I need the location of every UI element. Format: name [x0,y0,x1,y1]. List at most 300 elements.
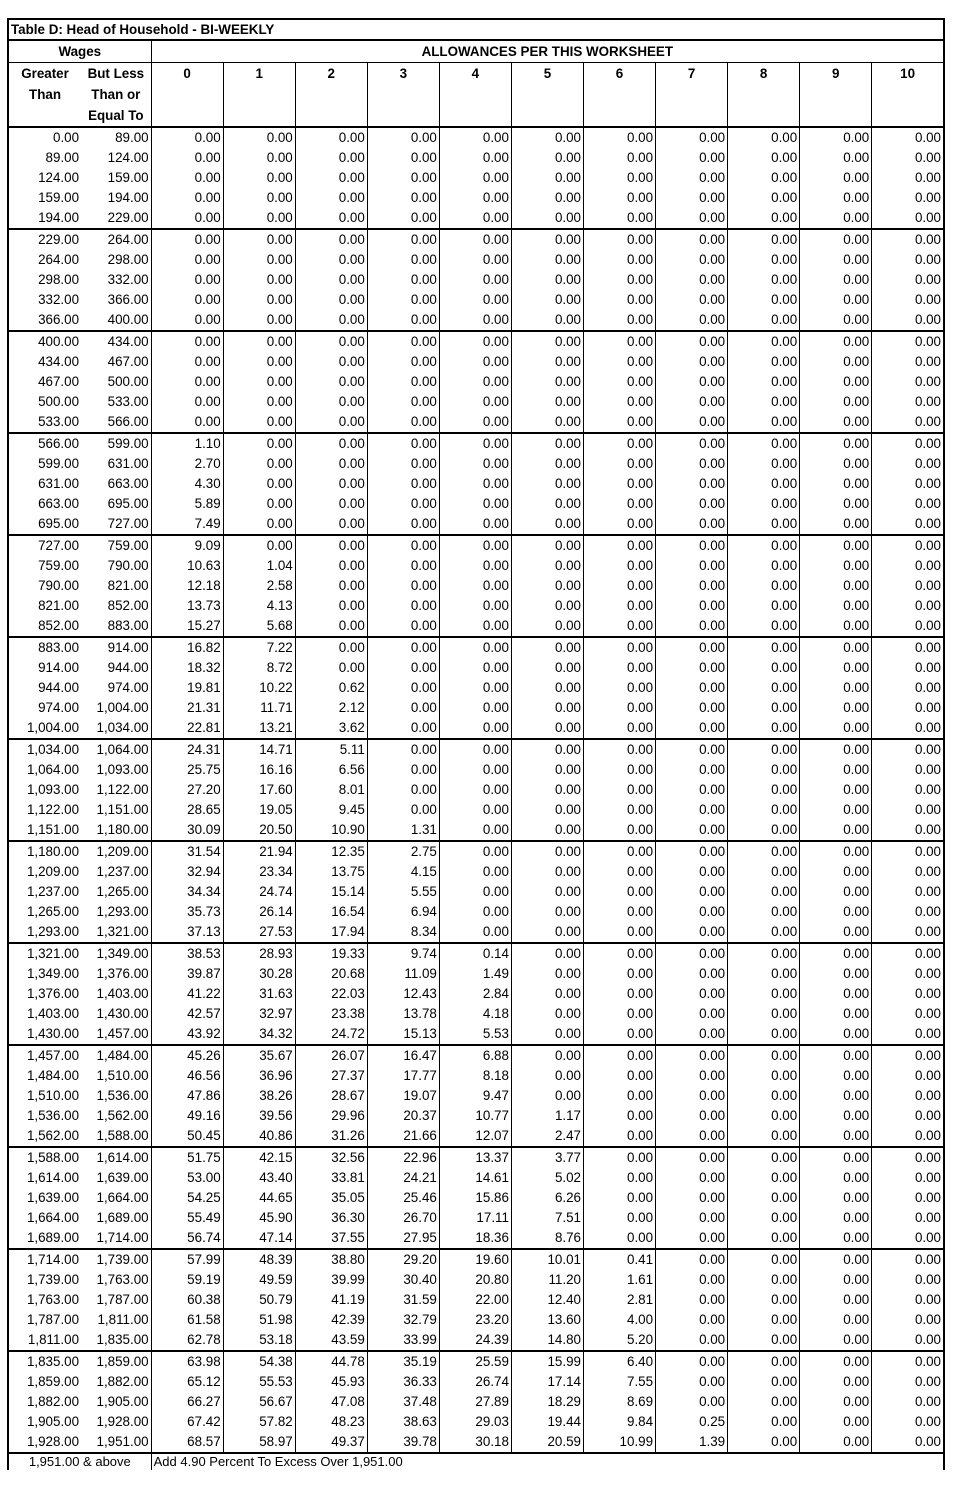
wage-less-equal: 974.00 [81,678,151,698]
allowance-col-1: 1 [223,63,295,128]
withholding-value: 0.00 [728,148,800,168]
withholding-value: 0.00 [511,902,583,922]
withholding-value: 0.00 [728,270,800,290]
withholding-value: 0.00 [511,188,583,208]
withholding-value: 0.00 [439,127,511,148]
wage-greater-than: 1,321.00 [8,943,81,964]
withholding-value: 0.00 [439,535,511,556]
withholding-value: 11.71 [223,698,295,718]
withholding-value: 0.00 [872,208,944,229]
withholding-value: 0.00 [584,270,656,290]
withholding-value: 44.78 [295,1351,367,1372]
wage-greater-than: 1,562.00 [8,1126,81,1147]
table-row [8,454,944,474]
table-row [8,862,944,882]
withholding-value: 0.00 [800,1045,872,1066]
withholding-value: 31.54 [151,841,223,862]
withholding-value: 24.31 [151,739,223,760]
wage-greater-than: 1,349.00 [8,964,81,984]
withholding-value: 2.58 [223,576,295,596]
withholding-value: 1.39 [656,1432,728,1453]
withholding-value: 5.20 [584,1330,656,1351]
withholding-value: 0.00 [728,1330,800,1351]
withholding-value: 0.00 [439,412,511,433]
table-row [8,718,944,739]
withholding-value: 28.93 [223,943,295,964]
withholding-value: 43.59 [295,1330,367,1351]
table-row [8,820,944,841]
withholding-value: 35.73 [151,902,223,922]
withholding-value: 0.00 [511,616,583,637]
withholding-value: 54.25 [151,1188,223,1208]
withholding-value: 0.00 [223,474,295,494]
withholding-value: 55.49 [151,1208,223,1228]
withholding-value: 22.81 [151,718,223,739]
withholding-value: 26.70 [367,1208,439,1228]
withholding-value: 0.00 [584,1024,656,1045]
table-row [8,1412,944,1432]
withholding-value: 6.88 [439,1045,511,1066]
withholding-value: 0.00 [439,433,511,454]
withholding-value: 57.82 [223,1412,295,1432]
wage-less-equal: 1,859.00 [81,1351,151,1372]
withholding-value: 0.00 [511,1045,583,1066]
withholding-value: 19.07 [367,1086,439,1106]
withholding-value: 27.53 [223,922,295,943]
withholding-value: 0.00 [728,902,800,922]
withholding-value: 0.00 [151,290,223,310]
withholding-value: 0.00 [439,168,511,188]
withholding-value: 0.00 [584,780,656,800]
withholding-value: 0.00 [872,331,944,352]
table-row [8,1168,944,1188]
withholding-value: 2.70 [151,454,223,474]
withholding-value: 15.14 [295,882,367,902]
withholding-value: 25.59 [439,1351,511,1372]
withholding-value: 0.00 [511,372,583,392]
wage-greater-than: 467.00 [8,372,81,392]
withholding-value: 46.56 [151,1066,223,1086]
withholding-value: 0.00 [872,1270,944,1290]
withholding-value: 0.00 [295,412,367,433]
withholding-value: 0.00 [295,148,367,168]
withholding-value: 0.25 [656,1412,728,1432]
table-row [8,1045,944,1066]
wage-less-equal: 1,689.00 [81,1208,151,1228]
withholding-value: 15.86 [439,1188,511,1208]
withholding-value: 20.37 [367,1106,439,1126]
withholding-value: 16.16 [223,760,295,780]
withholding-value: 0.00 [584,800,656,820]
withholding-value: 0.00 [728,678,800,698]
withholding-value: 0.00 [800,1432,872,1453]
withholding-value: 0.00 [656,1372,728,1392]
wage-less-equal: 1,265.00 [81,882,151,902]
withholding-value: 0.00 [584,760,656,780]
withholding-value: 60.38 [151,1290,223,1310]
withholding-value: 0.00 [151,352,223,372]
withholding-value: 43.40 [223,1168,295,1188]
withholding-value: 32.56 [295,1147,367,1168]
withholding-value: 18.32 [151,658,223,678]
withholding-value: 0.00 [656,1351,728,1372]
withholding-value: 0.00 [439,290,511,310]
withholding-value: 0.00 [511,922,583,943]
withholding-value: 0.00 [367,229,439,250]
withholding-value: 0.00 [800,352,872,372]
withholding-value: 0.00 [584,678,656,698]
withholding-value: 0.00 [439,372,511,392]
withholding-value: 0.00 [584,331,656,352]
withholding-value: 0.00 [584,1086,656,1106]
withholding-value: 0.00 [656,1147,728,1168]
withholding-value: 0.00 [439,902,511,922]
withholding-value: 0.00 [800,514,872,535]
wage-less-equal: 1,614.00 [81,1147,151,1168]
withholding-value: 0.00 [223,454,295,474]
withholding-value: 0.00 [872,841,944,862]
withholding-value: 0.00 [872,862,944,882]
wage-greater-than: 1,293.00 [8,922,81,943]
withholding-value: 8.34 [367,922,439,943]
withholding-value: 0.00 [367,331,439,352]
withholding-value: 4.18 [439,1004,511,1024]
withholding-value: 0.00 [511,494,583,514]
table-row [8,616,944,637]
withholding-value: 0.00 [295,494,367,514]
withholding-value: 0.00 [872,229,944,250]
wage-greater-than: 663.00 [8,494,81,514]
withholding-value: 0.00 [728,1168,800,1188]
withholding-value: 0.00 [800,1351,872,1372]
withholding-value: 0.00 [800,718,872,739]
withholding-value: 0.00 [800,800,872,820]
withholding-value: 0.00 [439,250,511,270]
withholding-value: 0.00 [656,1392,728,1412]
withholding-value: 0.00 [584,494,656,514]
withholding-value: 0.00 [295,270,367,290]
table-row [8,1228,944,1249]
greater-than-line-1: Greater [21,66,69,81]
wage-less-equal: 1,510.00 [81,1066,151,1086]
withholding-value: 0.00 [800,1208,872,1228]
wage-greater-than: 1,430.00 [8,1024,81,1045]
withholding-value: 0.00 [800,637,872,658]
withholding-value: 0.00 [511,984,583,1004]
withholding-value: 30.09 [151,820,223,841]
wage-less-equal: 1,787.00 [81,1290,151,1310]
withholding-value: 0.00 [439,310,511,331]
withholding-value: 25.75 [151,760,223,780]
withholding-value: 0.00 [223,250,295,270]
withholding-value: 0.00 [728,1228,800,1249]
withholding-value: 0.00 [800,148,872,168]
wage-greater-than: 533.00 [8,412,81,433]
withholding-value: 16.47 [367,1045,439,1066]
withholding-value: 0.00 [584,1045,656,1066]
withholding-value: 0.00 [800,1249,872,1270]
withholding-value: 0.00 [728,922,800,943]
withholding-value: 0.00 [656,1208,728,1228]
withholding-value: 0.00 [872,372,944,392]
wage-less-equal: 790.00 [81,556,151,576]
table-row [8,800,944,820]
withholding-value: 41.19 [295,1290,367,1310]
wage-greater-than: 1,835.00 [8,1351,81,1372]
withholding-value: 6.40 [584,1351,656,1372]
allowance-col-9: 9 [800,63,872,128]
wage-less-equal: 821.00 [81,576,151,596]
wage-less-equal: 1,835.00 [81,1330,151,1351]
withholding-value: 0.00 [223,535,295,556]
withholding-value: 0.00 [584,1126,656,1147]
withholding-value: 0.00 [151,148,223,168]
withholding-value: 0.00 [728,412,800,433]
withholding-value: 0.00 [295,392,367,412]
withholding-value: 0.00 [584,1106,656,1126]
withholding-value: 66.27 [151,1392,223,1412]
withholding-value: 0.00 [584,1228,656,1249]
withholding-value: 0.00 [800,290,872,310]
withholding-value: 13.78 [367,1004,439,1024]
withholding-value: 0.00 [872,1310,944,1330]
withholding-value: 0.00 [511,780,583,800]
withholding-value: 10.77 [439,1106,511,1126]
allowance-col-5: 5 [511,63,583,128]
withholding-value: 12.35 [295,841,367,862]
withholding-value: 23.20 [439,1310,511,1330]
wage-less-equal: 1,034.00 [81,718,151,739]
withholding-value: 0.00 [656,168,728,188]
wage-greater-than: 1,614.00 [8,1168,81,1188]
table-row [8,1432,944,1453]
withholding-value: 3.77 [511,1147,583,1168]
withholding-value: 45.93 [295,1372,367,1392]
allowance-col-0: 0 [151,63,223,128]
withholding-value: 0.00 [872,290,944,310]
withholding-value: 0.00 [584,229,656,250]
withholding-value: 0.00 [728,984,800,1004]
withholding-value: 40.86 [223,1126,295,1147]
withholding-value: 0.00 [511,1024,583,1045]
withholding-value: 0.00 [439,882,511,902]
withholding-value: 0.00 [295,229,367,250]
wage-less-equal: 1,882.00 [81,1372,151,1392]
withholding-value: 0.00 [728,1208,800,1228]
withholding-value: 0.00 [367,718,439,739]
withholding-value: 48.39 [223,1249,295,1270]
withholding-value: 0.00 [872,1147,944,1168]
withholding-value: 39.56 [223,1106,295,1126]
withholding-value: 0.00 [656,1270,728,1290]
withholding-value: 10.90 [295,820,367,841]
withholding-value: 0.00 [439,188,511,208]
withholding-value: 0.00 [439,514,511,535]
withholding-value: 0.00 [584,1188,656,1208]
wage-greater-than: 1,484.00 [8,1066,81,1086]
withholding-value: 0.00 [728,474,800,494]
withholding-value: 0.00 [584,556,656,576]
wage-less-equal: 1,664.00 [81,1188,151,1208]
withholding-value: 0.00 [367,474,439,494]
withholding-value: 0.00 [728,616,800,637]
withholding-value: 0.14 [439,943,511,964]
withholding-value: 0.00 [728,1372,800,1392]
table-row [8,556,944,576]
table-row [8,1024,944,1045]
wage-less-equal: 1,376.00 [81,964,151,984]
withholding-value: 30.18 [439,1432,511,1453]
withholding-value: 7.49 [151,514,223,535]
withholding-value: 0.00 [728,698,800,718]
withholding-value: 0.00 [584,290,656,310]
table-row [8,1249,944,1270]
withholding-value: 9.74 [367,943,439,964]
withholding-value: 13.73 [151,596,223,616]
withholding-value: 0.00 [656,943,728,964]
withholding-value: 0.00 [872,1066,944,1086]
withholding-value: 0.00 [728,964,800,984]
withholding-value: 0.00 [800,922,872,943]
table-row [8,1290,944,1310]
withholding-value: 1.17 [511,1106,583,1126]
table-row [8,576,944,596]
withholding-value: 38.80 [295,1249,367,1270]
withholding-value: 0.00 [584,902,656,922]
withholding-value: 0.00 [367,392,439,412]
withholding-value: 0.00 [295,127,367,148]
withholding-value: 51.75 [151,1147,223,1168]
wage-less-equal: 1,237.00 [81,862,151,882]
withholding-value: 0.00 [511,229,583,250]
withholding-value: 35.67 [223,1045,295,1066]
withholding-value: 54.38 [223,1351,295,1372]
withholding-value: 22.00 [439,1290,511,1310]
withholding-value: 0.00 [295,576,367,596]
withholding-value: 0.00 [728,862,800,882]
withholding-value: 0.00 [872,1045,944,1066]
withholding-value: 0.00 [367,372,439,392]
withholding-value: 0.00 [367,188,439,208]
withholding-value: 0.00 [656,1024,728,1045]
withholding-value: 0.00 [367,127,439,148]
withholding-value: 0.00 [656,310,728,331]
withholding-value: 0.00 [728,1290,800,1310]
withholding-value: 0.00 [728,1351,800,1372]
wage-greater-than: 1,639.00 [8,1188,81,1208]
withholding-value: 33.99 [367,1330,439,1351]
wage-less-equal: 1,180.00 [81,820,151,841]
withholding-value: 0.00 [800,372,872,392]
withholding-value: 29.96 [295,1106,367,1126]
withholding-value: 0.00 [656,494,728,514]
withholding-value: 0.00 [656,882,728,902]
withholding-value: 0.00 [511,964,583,984]
withholding-value: 0.00 [584,412,656,433]
table-row [8,1086,944,1106]
withholding-value: 0.00 [656,474,728,494]
withholding-value: 0.00 [728,718,800,739]
withholding-value: 58.97 [223,1432,295,1453]
withholding-value: 49.16 [151,1106,223,1126]
withholding-value: 0.00 [872,1412,944,1432]
wage-less-equal: 1,209.00 [81,841,151,862]
table-row [8,678,944,698]
withholding-value: 37.55 [295,1228,367,1249]
wage-less-equal: 663.00 [81,474,151,494]
withholding-value: 0.00 [584,310,656,331]
wage-less-equal: 914.00 [81,637,151,658]
withholding-value: 0.00 [728,820,800,841]
withholding-value: 6.94 [367,902,439,922]
withholding-value: 0.00 [728,1045,800,1066]
withholding-value: 0.00 [872,474,944,494]
withholding-value: 0.00 [223,290,295,310]
withholding-value: 9.09 [151,535,223,556]
wage-greater-than: 1,151.00 [8,820,81,841]
withholding-value: 47.86 [151,1086,223,1106]
withholding-value: 0.00 [295,535,367,556]
wage-less-equal: 1,811.00 [81,1310,151,1330]
withholding-value: 0.00 [728,352,800,372]
wage-greater-than: 1,510.00 [8,1086,81,1106]
withholding-value: 37.48 [367,1392,439,1412]
withholding-value: 0.00 [800,1330,872,1351]
but-less-line-1: But Less [87,66,145,81]
withholding-value: 0.00 [728,576,800,596]
withholding-value: 0.00 [656,270,728,290]
table-row [8,270,944,290]
withholding-value: 5.02 [511,1168,583,1188]
withholding-value: 32.97 [223,1004,295,1024]
withholding-value: 0.00 [872,168,944,188]
withholding-value: 0.00 [584,882,656,902]
withholding-value: 0.00 [439,494,511,514]
withholding-value: 0.00 [800,1372,872,1392]
withholding-value: 0.00 [511,678,583,698]
withholding-value: 0.00 [800,1168,872,1188]
wage-greater-than: 1,763.00 [8,1290,81,1310]
withholding-value: 0.00 [656,964,728,984]
wage-greater-than: 1,664.00 [8,1208,81,1228]
table-row [8,943,944,964]
withholding-value: 0.00 [584,454,656,474]
withholding-value: 0.00 [151,250,223,270]
withholding-value: 0.00 [151,372,223,392]
withholding-value: 26.14 [223,902,295,922]
withholding-value: 0.00 [656,392,728,412]
withholding-value: 15.99 [511,1351,583,1372]
withholding-value: 0.00 [511,250,583,270]
wage-greater-than: 695.00 [8,514,81,535]
greater-than-line-2: Than [29,87,62,102]
wage-less-equal: 852.00 [81,596,151,616]
withholding-value: 0.00 [800,760,872,780]
withholding-value: 0.00 [872,494,944,514]
withholding-value: 10.01 [511,1249,583,1270]
withholding-value: 0.00 [439,331,511,352]
withholding-value: 0.00 [728,229,800,250]
withholding-value: 5.11 [295,739,367,760]
withholding-value: 56.74 [151,1228,223,1249]
wage-less-equal: 467.00 [81,352,151,372]
withholding-value: 0.00 [151,331,223,352]
wage-less-equal: 1,763.00 [81,1270,151,1290]
wage-less-equal: 1,064.00 [81,739,151,760]
withholding-value: 0.00 [584,433,656,454]
withholding-value: 0.00 [584,698,656,718]
withholding-value: 2.12 [295,698,367,718]
